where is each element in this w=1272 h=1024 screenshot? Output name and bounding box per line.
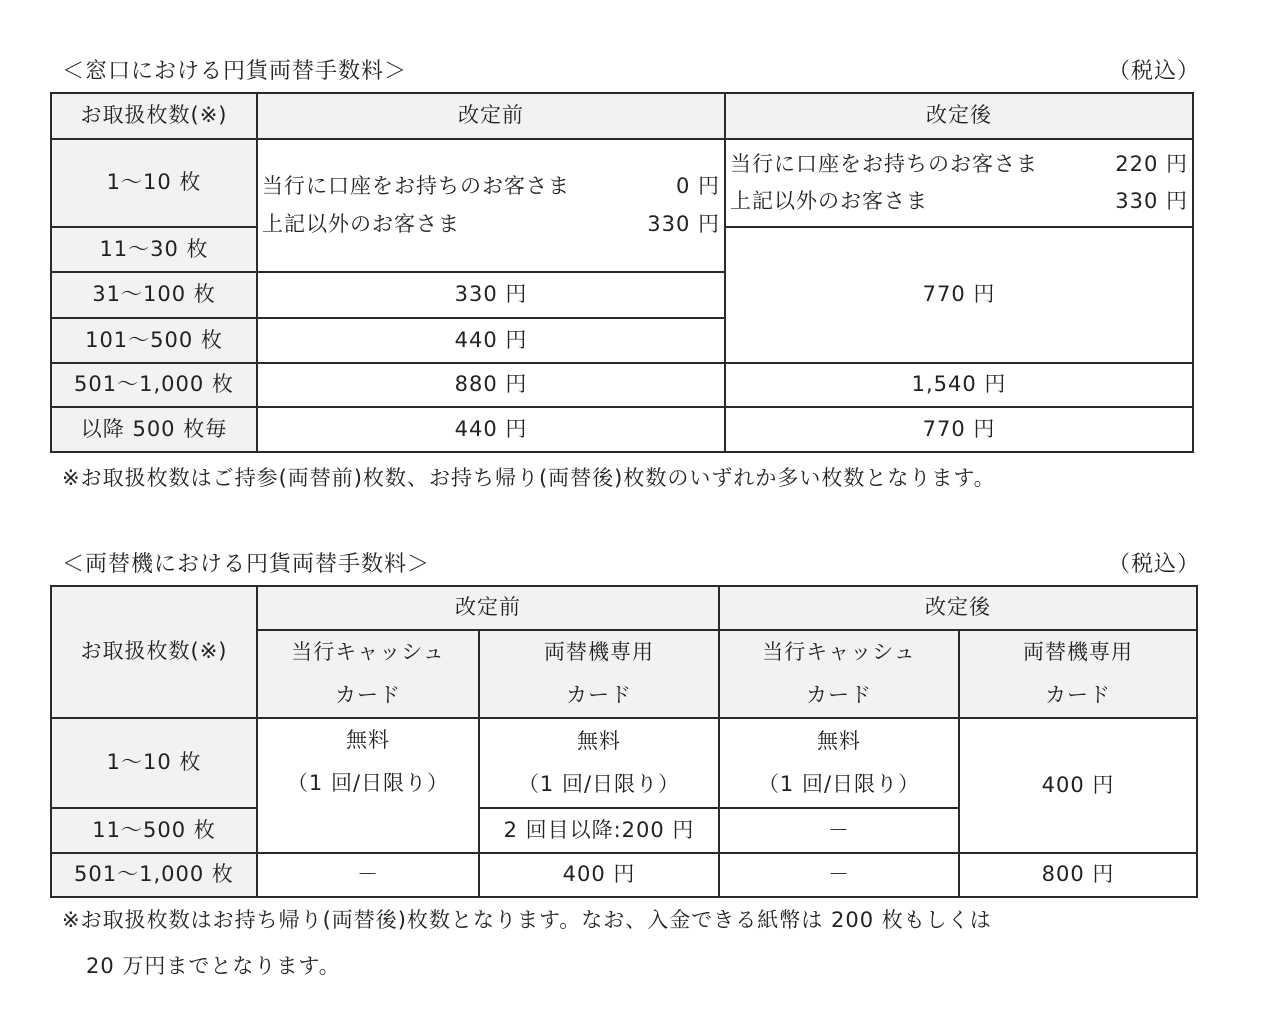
table1-tax-note: （税込） <box>1107 58 1200 84</box>
t2-row-count-1: 1～10 枚 <box>51 718 257 808</box>
t1-row-count-4: 101～500 枚 <box>51 318 257 363</box>
t1-before-other-fee: 330 円 <box>647 211 720 236</box>
t1-after-other-line <box>730 188 1188 215</box>
t2-after-cash-card-l1: 当行キャッシュ <box>762 639 916 664</box>
t1-row-count-2: 11～30 枚 <box>51 227 257 272</box>
t1-after-11-500: 770 円 <box>725 227 1193 363</box>
t2-before-machine-free-label: 無料 <box>577 728 621 753</box>
table2-note-line1: ※お取扱枚数はお持ち帰り(両替後)枚数となります。なお、入金できる紙幣は 200 枚もしくは <box>62 908 992 932</box>
t2-after-cash-free-label: 無料 <box>817 728 861 753</box>
t2-before-cash-free-limit: （1 回/日限り） <box>286 771 450 796</box>
t1-before-each500: 440 円 <box>257 407 725 452</box>
t1-after-other-fee: 330 円 <box>1115 189 1188 213</box>
t2-row-count-2: 11～500 枚 <box>51 808 257 853</box>
t2-header-after: 改定後 <box>719 586 1197 630</box>
t2-after-machine-card-l2: カード <box>1045 683 1111 707</box>
t2-before-cash-501: － <box>257 853 479 897</box>
t2-header-after-cash-card <box>719 630 959 718</box>
t2-row-count-3: 501～1,000 枚 <box>51 853 257 897</box>
t1-before-other-line <box>262 211 720 238</box>
t2-header-before-cash-card <box>257 630 479 718</box>
t1-after-each500: 770 円 <box>725 407 1193 452</box>
t1-before-holder-label: 当行に口座をお持ちのお客さま <box>262 174 570 199</box>
t1-row-count-6: 以降 500 枚毎 <box>51 407 257 452</box>
t2-before-machine-free-limit: （1 回/日限り） <box>517 772 681 796</box>
t2-before-machine-501: 400 円 <box>479 853 719 897</box>
t1-header-before: 改定前 <box>257 93 725 139</box>
t1-row-count-3: 31～100 枚 <box>51 272 257 318</box>
table2-tax-note: （税込） <box>1107 551 1200 577</box>
t1-header-count: お取扱枚数(※) <box>51 93 257 139</box>
t2-header-count: お取扱枚数(※) <box>51 586 257 718</box>
table1-title-row <box>62 54 1200 84</box>
t1-before-holder-fee: 0 円 <box>675 174 720 199</box>
t1-before-group-cell <box>257 139 725 272</box>
t2-before-cash-card-l1: 当行キャッシュ <box>291 639 445 664</box>
t2-before-cash-free-label: 無料 <box>346 728 390 752</box>
t2-after-cash-free <box>719 718 959 808</box>
t2-after-cash-card-l2: カード <box>806 683 872 707</box>
t1-before-holder-line <box>262 173 720 200</box>
t2-after-machine-1-500: 400 円 <box>959 718 1197 853</box>
t2-before-machine-card-l1: 両替機専用 <box>544 639 654 664</box>
t2-after-cash-free-limit: （1 回/日限り） <box>757 772 921 796</box>
table2-title: ＜両替機における円貨両替手数料＞ <box>62 551 431 577</box>
t1-before-31-100: 330 円 <box>257 272 725 318</box>
counter-fee-table <box>50 92 1194 453</box>
t2-after-machine-card-l1: 両替機専用 <box>1023 639 1133 664</box>
table1-title: ＜窓口における円貨両替手数料＞ <box>62 58 408 84</box>
t2-after-cash-11-500: － <box>719 808 959 853</box>
t1-before-501-1000: 880 円 <box>257 363 725 407</box>
t1-after-group-cell <box>725 139 1193 227</box>
t2-header-after-machine-card <box>959 630 1197 718</box>
t1-before-other-label: 上記以外のお客さま <box>262 211 460 236</box>
t1-after-other-label: 上記以外のお客さま <box>730 189 928 213</box>
table2-title-row <box>62 547 1200 577</box>
t1-header-after: 改定後 <box>725 93 1193 139</box>
t1-after-holder-line <box>730 151 1188 178</box>
t1-after-501-1000: 1,540 円 <box>725 363 1193 407</box>
t1-after-holder-fee: 220 円 <box>1115 151 1188 176</box>
machine-fee-table <box>50 585 1198 898</box>
table2-note-line2: 20 万円までとなります。 <box>86 954 341 978</box>
t2-before-machine-card-l2: カード <box>566 683 632 707</box>
t2-before-machine-free <box>479 718 719 808</box>
t1-row-count-1: 1～10 枚 <box>51 139 257 227</box>
t1-row-count-5: 501～1,000 枚 <box>51 363 257 407</box>
t2-before-cash-free <box>257 718 479 853</box>
t2-header-before: 改定前 <box>257 586 719 630</box>
t2-before-machine-second: 2 回目以降:200 円 <box>479 808 719 853</box>
t2-before-cash-card-l2: カード <box>335 683 401 707</box>
table1-note: ※お取扱枚数はご持参(両替前)枚数、お持ち帰り(両替後)枚数のいずれか多い枚数となります。 <box>62 466 996 490</box>
t1-before-101-500: 440 円 <box>257 318 725 363</box>
t1-after-holder-label: 当行に口座をお持ちのお客さま <box>730 151 1038 176</box>
t2-header-before-machine-card <box>479 630 719 718</box>
t2-after-cash-501: － <box>719 853 959 897</box>
t2-after-machine-501: 800 円 <box>959 853 1197 897</box>
